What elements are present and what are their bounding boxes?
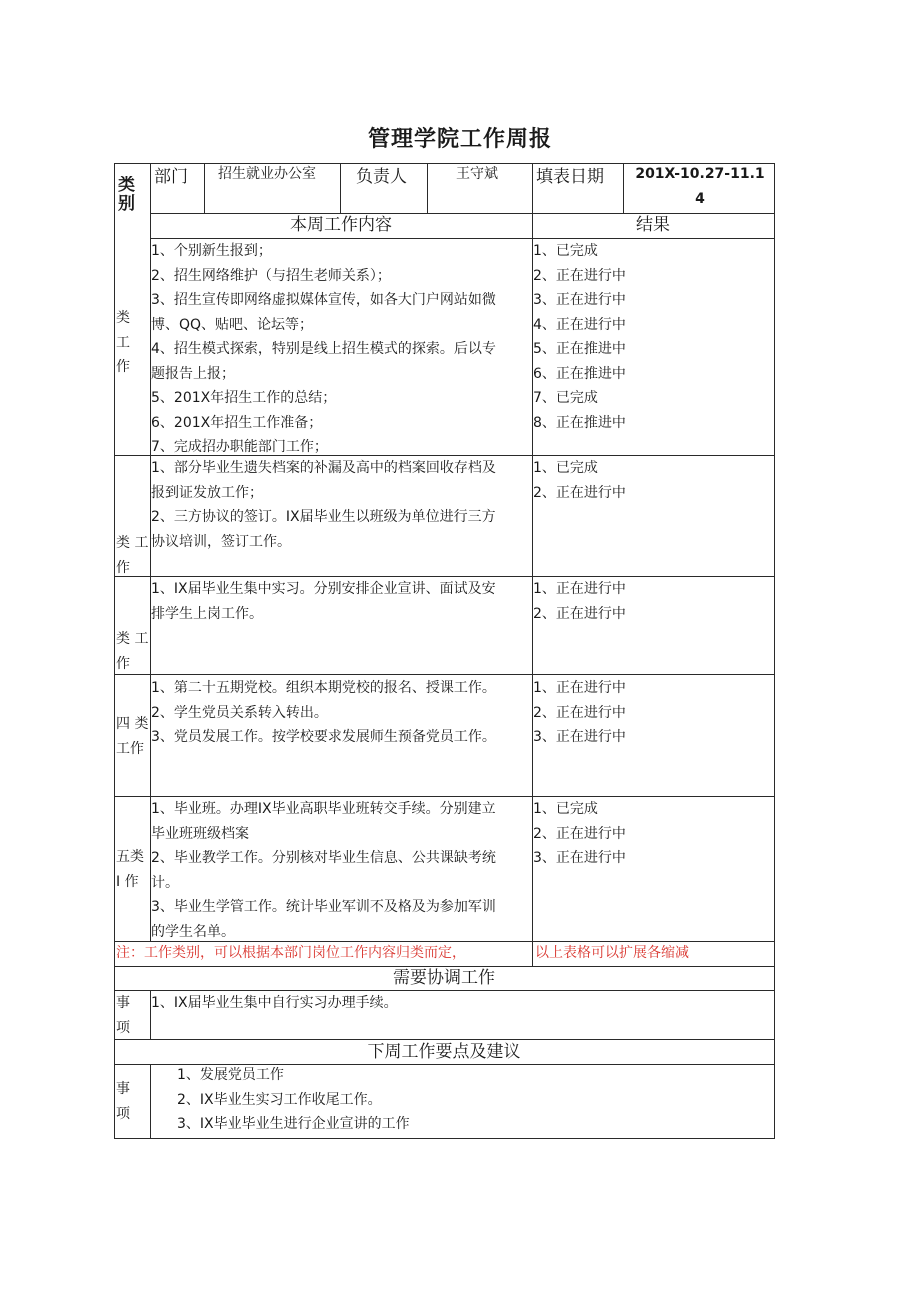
section-2-label: 类 工 作	[116, 535, 149, 576]
content-column-heading: 本周工作内容	[290, 215, 392, 235]
section-3-results: 1、正在进行中 2、正在进行中	[533, 581, 626, 622]
section-5-label: 五类 I 作	[116, 849, 144, 890]
section-1-label: 类 工 作	[116, 310, 130, 375]
fill-date-value: 201X-10.27-11.1 4	[635, 166, 765, 207]
department-value: 招生就业办公室	[218, 166, 316, 182]
section-5-results: 1、已完成 2、正在进行中 3、正在进行中	[533, 801, 626, 866]
next-week-items: 1、发展党员工作 2、IX毕业生实习工作收尾工作。 3、IX毕业毕业生进行企业宣讲的工作	[177, 1067, 410, 1132]
section-2-content: 1、部分毕业生遗失档案的补漏及高中的档案回收存档及 报到证发放工作； 2、三方协议的签订。IX届毕业生以班级为单位进行三方 协议培训，签订工作。	[151, 460, 496, 550]
department-label: 部门	[154, 167, 188, 187]
section-5-content: 1、毕业班。办理IX毕业高职毕业班转交手续。分别建立 毕业班班级档案 2、毕业教学工作。分别核对毕业生信息、公共课缺考统 计。 3、毕业生学管工作。统计毕业军训不及格及为参加军训 的学生名单。	[151, 801, 496, 940]
result-column-heading: 结果	[636, 215, 670, 235]
coordination-heading: 需要协调工作	[393, 968, 495, 988]
fill-date-label: 填表日期	[536, 167, 604, 187]
note-right: 以上表格可以扩展各缩减	[535, 945, 689, 961]
section-4-results: 1、正在进行中 2、正在进行中 3、正在进行中	[533, 680, 626, 745]
section-2-results: 1、已完成 2、正在进行中	[533, 460, 626, 501]
next-week-label: 事 项	[116, 1081, 130, 1122]
section-4-label: 四 类 工作	[116, 716, 149, 757]
category-label: 类别	[118, 176, 135, 214]
coordination-label: 事 项	[116, 995, 130, 1036]
section-3-label: 类 工 作	[116, 631, 149, 672]
owner-value: 王守斌	[456, 166, 498, 182]
note-left: 注：工作类别，可以根据本部门岗位工作内容归类而定，	[116, 945, 466, 961]
section-4-content: 1、第二十五期党校。组织本期党校的报名、授课工作。 2、学生党员关系转入转出。 3、党员发展工作。按学校要求发展师生预备党员工作。	[151, 680, 496, 745]
section-3-content: 1、IX届毕业生集中实习。分别安排企业宣讲、面试及安 排学生上岗工作。	[151, 581, 496, 622]
section-1-content: 1、个别新生报到； 2、招生网络维护（与招生老师关系）； 3、招生宣传即网络虚拟媒体宣传，如各大门户网站如微 博、QQ、贴吧、论坛等； 4、招生模式探索，特别是线上招生模式的探索。后以专 题报告上报； 5、201X年招生工作的总结； 6、201X年招生工作准备； 7、完成招办职能部门工作；	[151, 243, 496, 454]
section-1-results: 1、已完成 2、正在进行中 3、正在进行中 4、正在进行中 5、正在推进中 6、正在推进中 7、已完成 8、正在推进中	[533, 243, 626, 431]
page-title: 管理学院工作周报	[367, 127, 552, 152]
next-week-heading: 下周工作要点及建议	[367, 1042, 521, 1062]
owner-label: 负责人	[356, 167, 407, 187]
coordination-items: 1、IX届毕业生集中自行实习办理手续。	[151, 995, 398, 1011]
